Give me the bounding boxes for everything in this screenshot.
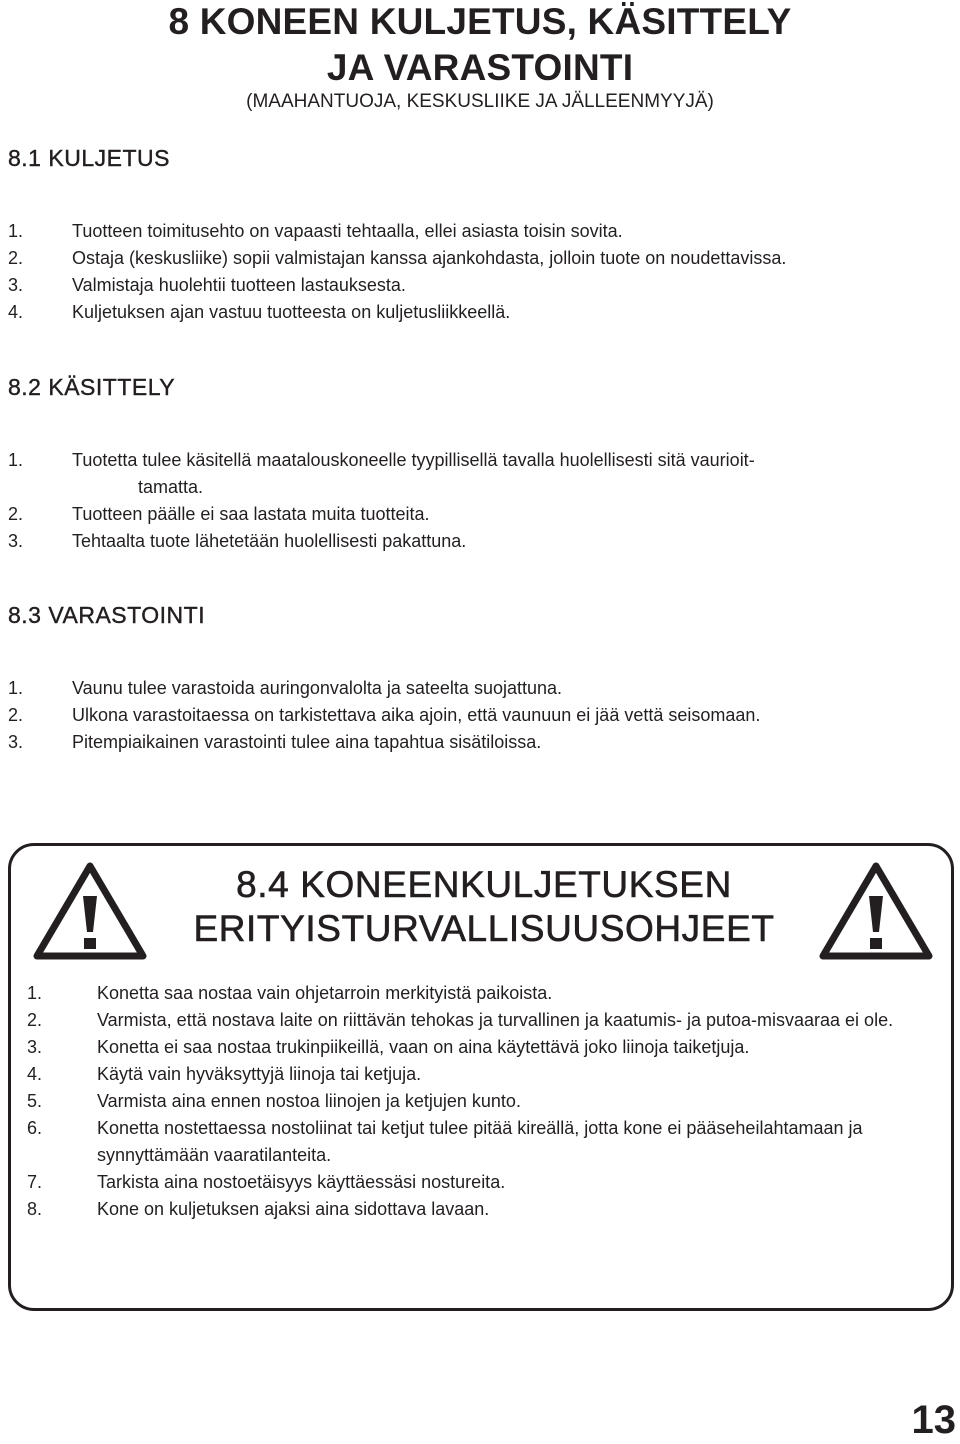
list-item-number: 1. [8, 678, 24, 698]
page-subtitle: (MAAHANTUOJA, KESKUSLIIKE JA JÄLLEENMYYJÄ) [246, 91, 714, 112]
list-item [8, 675, 948, 702]
list-item-text: Tarkista aina nostoetäisyys käyttäessäsi nostureita. [97, 1172, 506, 1192]
page-number: 13 [911, 1398, 956, 1442]
list-item-number: 4. [8, 302, 24, 322]
page-title-line-1: 8 KONEEN KULJETUS, KÄSITTELY [168, 1, 792, 42]
list-item-number: 2. [27, 1010, 43, 1030]
list-item-text: Tehtaalta tuote lähetetään huolellisesti pakattuna. [72, 531, 467, 551]
list-item [8, 729, 948, 756]
list-item-number: 3. [8, 275, 24, 295]
list-item [8, 702, 948, 729]
safety-warning-box [8, 843, 954, 1311]
list-item-text-continuation: misvaaraa ei ole. [757, 1010, 894, 1030]
list-item-number: 2. [8, 705, 24, 725]
list-item-number: 5. [27, 1091, 43, 1111]
kuljetus-list [8, 218, 948, 326]
safety-instructions-list [27, 980, 927, 1223]
list-item-number: 2. [8, 504, 24, 524]
list-item [27, 1007, 927, 1034]
list-item-number: 6. [27, 1118, 43, 1138]
list-item-text-continuation: ketjuja. [692, 1037, 750, 1057]
list-item [8, 245, 948, 272]
varastointi-list [8, 675, 948, 756]
warning-title-line-2: ERITYISTURVALLISUUSOHJEET [193, 908, 775, 949]
list-item-text: Valmistaja huolehtii tuotteen lastauksesta. [72, 275, 406, 295]
section-heading-varastointi: 8.3 VARASTOINTI [8, 602, 206, 628]
list-item-text-continuation: tamatta. [138, 477, 204, 497]
list-item-text: Tuotteen päälle ei saa lastata muita tuotteita. [72, 504, 430, 524]
list-item-number: 1. [8, 221, 24, 241]
list-item [27, 1115, 927, 1169]
list-item-text: Käytä vain hyväksyttyjä liinoja tai ketjuja. [97, 1064, 422, 1084]
list-item-number: 3. [27, 1037, 43, 1057]
list-item-number: 3. [8, 531, 24, 551]
list-item-text: Konetta nostettaessa nostoliinat tai ketjut tulee pitää kireällä, jotta kone ei pääse [97, 1118, 736, 1138]
list-item-text: Kone on kuljetuksen ajaksi aina sidottava lavaan. [97, 1199, 490, 1219]
page-title-line-2: JA VARASTOINTI [326, 47, 634, 88]
list-item [27, 1061, 927, 1088]
list-item-text: Tuotteen toimitusehto on vapaasti tehtaalla, ellei asiasta toisin sovita. [72, 221, 623, 241]
list-item [8, 218, 948, 245]
list-item [8, 528, 948, 555]
list-item-text-continuation: heilahtamaan ja synnyttämään vaaratilanteita. [97, 1118, 863, 1165]
list-item [8, 272, 948, 299]
list-item [27, 1088, 927, 1115]
list-item-number: 7. [27, 1172, 43, 1192]
list-item-number: 1. [27, 983, 43, 1003]
list-item [8, 299, 948, 326]
list-item-text: Konetta saa nostaa vain ohjetarroin merkityistä paikoista. [97, 983, 553, 1003]
list-item [27, 1169, 927, 1196]
list-item-text: Tuotetta tulee käsitellä maatalouskoneelle tyypillisellä tavalla huolellisesti sitä vaurioit- [72, 450, 755, 470]
list-item [27, 980, 927, 1007]
list-item-text: Varmista aina ennen nostoa liinojen ja ketjujen kunto. [97, 1091, 521, 1111]
list-item [27, 1034, 927, 1061]
list-item-number: 3. [8, 732, 24, 752]
list-item-text: Konetta ei saa nostaa trukinpiikeillä, vaan on aina käytettävä joko liinoja tai [97, 1037, 693, 1057]
list-item-text: Pitempiaikainen varastointi tulee aina tapahtua sisätiloissa. [72, 732, 542, 752]
list-item-text: Kuljetuksen ajan vastuu tuotteesta on kuljetusliikkeellä. [72, 302, 511, 322]
list-item-text: Ostaja (keskusliike) sopii valmistajan kanssa ajankohdasta, jolloin tuote on noudettavissa. [72, 248, 787, 268]
list-item-number: 8. [27, 1199, 43, 1219]
list-item [8, 501, 948, 528]
list-item-number: 2. [8, 248, 24, 268]
section-heading-kuljetus: 8.1 KULJETUS [8, 145, 170, 171]
kasittely-list [8, 447, 948, 555]
warning-title-line-1: 8.4 KONEENKULJETUKSEN [236, 864, 732, 905]
list-item [8, 447, 948, 501]
list-item-text: Varmista, että nostava laite on riittävän tehokas ja turvallinen ja kaatumis- ja putoa- [97, 1010, 758, 1030]
list-item-number: 4. [27, 1064, 43, 1084]
section-heading-kasittely: 8.2 KÄSITTELY [8, 374, 176, 400]
list-item-text: Ulkona varastoitaessa on tarkistettava aika ajoin, että vaunuun ei jää vettä seisomaan. [72, 705, 761, 725]
list-item-number: 1. [8, 450, 24, 470]
list-item-text: Vaunu tulee varastoida auringonvalolta ja sateelta suojattuna. [72, 678, 563, 698]
list-item [27, 1196, 927, 1223]
